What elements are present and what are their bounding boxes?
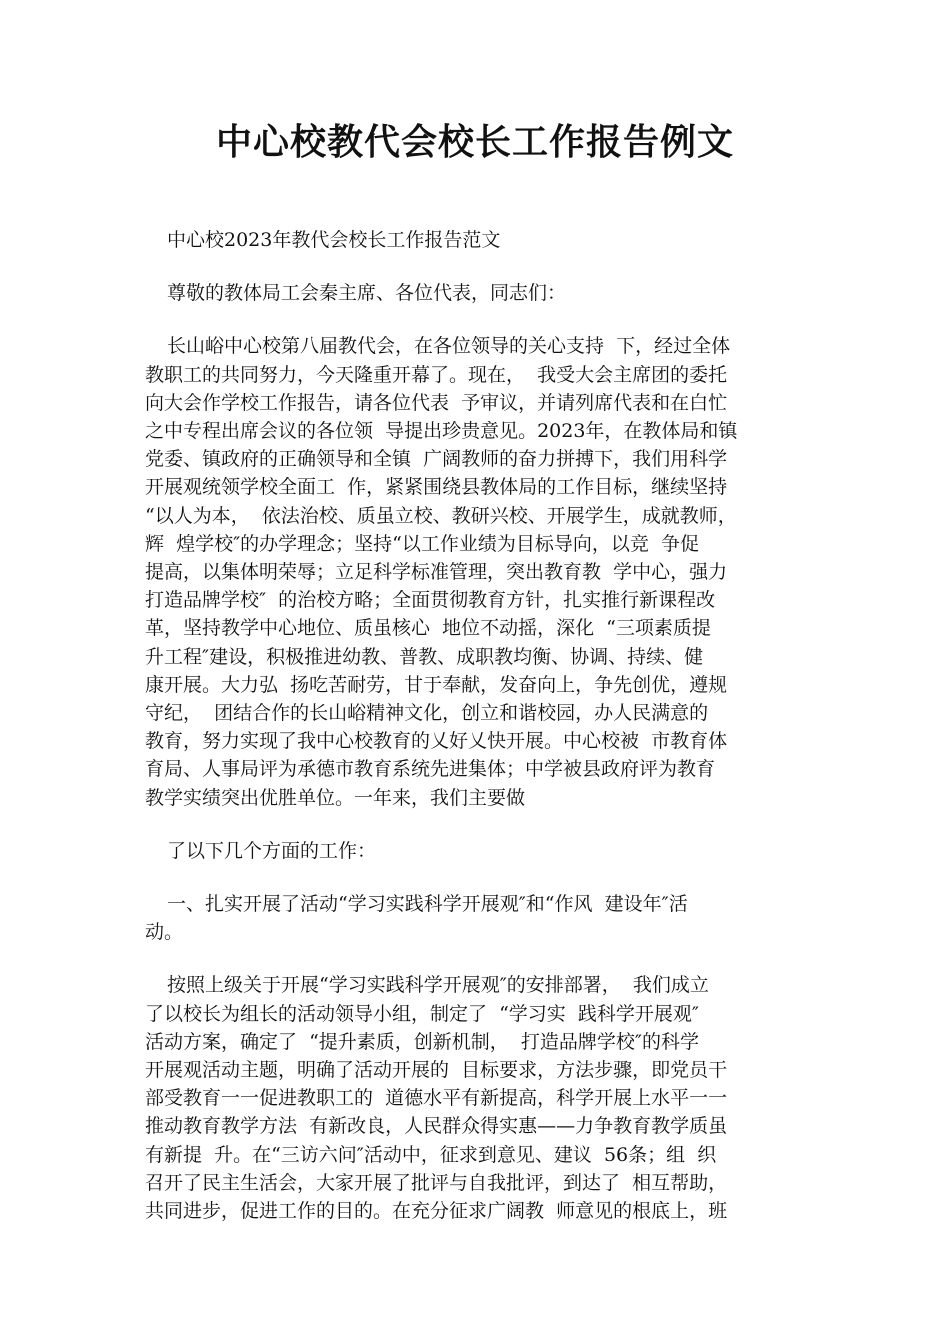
- paragraph-line: 开展观统领学校全面工 作，紧紧围绕县教体局的工作目标，继续坚持: [145, 476, 728, 499]
- paragraph-line: 辉 煌学校″的办学理念；坚持“以工作业绩为目标导向，以竞 争促: [145, 532, 699, 555]
- paragraph-line: 动。: [145, 921, 184, 944]
- paragraph-line: 部受教育一一促进教职工的 道德水平有新提高，科学开展上水平一一: [145, 1087, 728, 1110]
- paragraph: [145, 332, 810, 811]
- paragraph-line: 革，坚持教学中心地位、质虽核心 地位不动摇，深化 “三项素质提: [145, 617, 711, 640]
- paragraph-line: 按照上级关于开展“学习实践科学开展观″的安排部署， 我们成立: [167, 974, 709, 997]
- paragraph: [145, 279, 810, 307]
- paragraph-line: 召开了民主生活会，大家开展了批评与自我批评，到达了 相互帮助，: [145, 1171, 728, 1194]
- paragraph-line: 康开展。大力弘 扬吃苦耐劳，甘于奉献，发奋向上，争先创优，遵规: [145, 673, 728, 696]
- paragraph: [145, 837, 810, 865]
- paragraph-line: 尊敬的教体局工会秦主席、各位代表，同志们：: [167, 282, 567, 305]
- paragraph: [145, 890, 810, 946]
- paragraph-line: 党委、镇政府的正确领导和全镇 广阔教师的奋力拼搏下，我们用科学: [145, 448, 728, 471]
- paragraph-line: 升工程″建设，积极推进幼教、普教、成职教均衡、协调、持续、健: [145, 645, 704, 668]
- paragraph-line: 打造品牌学校″ 的治校方略；全面贯彻教育方针，扎实推行新课程改: [145, 589, 716, 612]
- paragraph-line: 向大会作学校工作报告，请各位代表 予审议，并请列席代表和在白忙: [145, 391, 728, 414]
- paragraph: [145, 226, 810, 254]
- paragraph-line: 共同进步，促进工作的目的。在充分征求广阔教 师意见的根底上，班: [145, 1200, 728, 1223]
- paragraph-line: 有新提 升。在“三访六问″活动中，征求到意见、建议 56条；组 织: [145, 1143, 717, 1166]
- document-body: [145, 226, 810, 1250]
- paragraph-line: 活动方案，确定了 “提升素质，创新机制， 打造品牌学校″的科学: [145, 1030, 699, 1053]
- paragraph-line: 了以下几个方面的工作：: [167, 839, 377, 862]
- paragraph: [145, 971, 810, 1225]
- paragraph-line: 守纪， 团结合作的长山峪精神文化，创立和谐校园，办人民满意的: [145, 702, 709, 725]
- paragraph-line: 了以校长为组长的活动领导小组，制定了 “学习实 践科学开展观″: [145, 1002, 699, 1025]
- paragraph-line: 之中专程出席会议的各位领 导提出珍贵意见。2023年，在教体局和镇: [145, 420, 738, 443]
- paragraph-line: 中心校2023年教代会校长工作报告范文: [167, 229, 501, 251]
- paragraph-line: 教育，努力实现了我中心校教育的乂好乂快开展。中心校被 市教育体: [145, 730, 728, 753]
- paragraph-line: 一、扎实开展了活动“学习实践科学开展观″和“作风 建设年″活: [167, 893, 688, 916]
- paragraph-line: 开展观活动主题，明确了活动开展的 目标要求，方法步骤，即党员干: [145, 1059, 728, 1082]
- paragraph-line: 提高，以集体明荣辱；立足科学标准管理，突出教育教 学中心，强力: [145, 561, 728, 584]
- document-title: 中心校教代会校长工作报告例文: [215, 121, 734, 163]
- paragraph-line: 教学实绩突出优胜单位。一年来，我们主要做: [145, 786, 526, 809]
- paragraph-line: 推动教育教学方法 有新改良，人民群众得实惠——力争教育教学质虽: [145, 1115, 728, 1138]
- paragraph-line: 教职工的共同努力，今天隆重开幕了。现在， 我受大会主席团的委托: [145, 363, 728, 386]
- paragraph-line: 育局、人事局评为承德市教育系统先进集体；中学被县政府评为教育: [145, 758, 716, 781]
- paragraph-line: 长山峪中心校第八届教代会，在各位领导的关心支持 下，经过全体: [167, 335, 731, 358]
- paragraph-line: “以人为本， 依法治校、质虽立校、教研兴校、开展学生，成就教师，: [145, 504, 737, 527]
